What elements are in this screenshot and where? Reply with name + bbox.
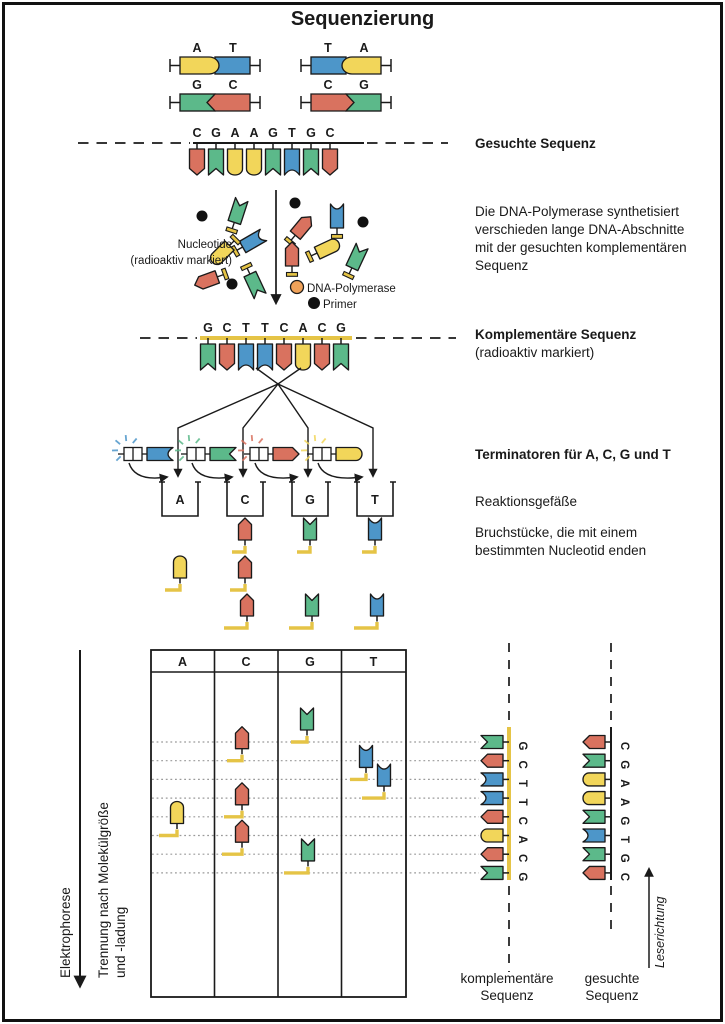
gel-band-G — [291, 708, 314, 742]
base-letter: G — [336, 321, 346, 335]
readout-letter: G — [516, 872, 528, 882]
nucleotide-C — [236, 820, 249, 842]
base-letter: C — [325, 126, 335, 140]
nucleotide-A — [247, 149, 262, 175]
nucleotide-T — [239, 229, 266, 252]
nucleotide-C — [277, 344, 292, 370]
fragments-label: Bruchstücke, die mit einem bestimmten Nucleotid enden — [475, 525, 647, 558]
base-letter: G — [268, 126, 278, 140]
terminator-C — [238, 435, 299, 478]
nucleotide-G — [334, 344, 349, 370]
floating-nucleotide — [225, 198, 248, 235]
readout-letter: A — [516, 835, 528, 844]
nucleotide-C — [241, 594, 254, 616]
nucleotide-C — [481, 754, 503, 767]
primer-tail — [224, 811, 242, 817]
readout-letter: C — [618, 741, 630, 751]
nucleotide-T — [481, 773, 503, 786]
base-letter: A — [249, 126, 259, 140]
nucleotide-C — [236, 727, 249, 749]
nucleotide-A — [171, 802, 184, 824]
description-line: Die DNA-Polymerase synthetisiert — [475, 204, 680, 219]
gel-band-G — [284, 839, 315, 873]
vessel-letter: T — [371, 493, 379, 507]
primer-tail — [159, 830, 177, 836]
primer-dot — [358, 217, 369, 228]
base-letter: C — [279, 321, 289, 335]
separation-label: Trennung nach Molekülgröße — [96, 802, 111, 978]
primer-tail — [350, 773, 366, 779]
description-line: verschieden lange DNA-Abschnitte — [475, 222, 685, 237]
nucleotide-C — [220, 344, 235, 370]
gel-band-T — [350, 745, 373, 779]
reaction-vessel-T — [354, 482, 396, 516]
floating-nucleotide — [284, 213, 316, 248]
vessel-letter: A — [175, 493, 185, 507]
fragment-row — [224, 594, 384, 628]
sparkle-ray — [259, 439, 263, 444]
polymerase-icon — [291, 281, 304, 294]
nucleotide-G — [481, 736, 503, 749]
nucleotide-stem — [217, 275, 224, 277]
radioactive-marker — [332, 235, 343, 239]
vessel-letter: C — [240, 493, 250, 507]
gel-band-C — [227, 727, 249, 761]
readout-searched-label: gesuchte Sequenz — [584, 971, 640, 1003]
nucleotide-T — [331, 204, 344, 228]
primer-icon — [308, 297, 320, 309]
nucleotide-G — [304, 518, 317, 540]
nucleotide-A — [583, 792, 605, 805]
nucleotide-G — [266, 149, 281, 175]
primer-dot — [227, 279, 238, 290]
nucleotide-A — [228, 149, 243, 175]
direction-label: Leserichtung — [653, 896, 667, 968]
description-line: Sequenz — [475, 258, 529, 273]
nucleotide-G — [302, 839, 315, 861]
primer-tail — [289, 622, 312, 628]
base-letter: T — [229, 41, 237, 55]
nucleotide-T — [147, 448, 173, 461]
complementary-sequence-row — [140, 321, 456, 370]
radioactive-marker — [305, 251, 313, 263]
nucleotide-C — [239, 556, 252, 578]
nucleotide-A — [342, 57, 381, 74]
primer-tail — [297, 546, 310, 552]
base-letter: A — [359, 41, 369, 55]
electrophoresis-label: Elektrophorese — [58, 887, 73, 978]
gel-band-C — [224, 783, 249, 817]
sparkle-ray — [242, 440, 247, 444]
reading-direction — [649, 869, 667, 968]
floating-nucleotide — [342, 243, 368, 280]
nucleotide-C — [311, 94, 354, 111]
nucleotide-T — [239, 344, 254, 370]
floating-nucleotide — [305, 237, 342, 263]
vessel-letter: G — [305, 493, 315, 507]
readout-letter: C — [516, 760, 528, 769]
primer-tail — [284, 867, 308, 873]
terminator-T — [112, 435, 173, 478]
nucleotide-A — [336, 448, 362, 461]
base-letter: T — [242, 321, 250, 335]
nucleotide-G — [306, 594, 319, 616]
nucleotide-G — [346, 243, 368, 270]
nucleotide-C — [286, 242, 299, 266]
radioactive-marker — [287, 273, 298, 277]
nucleotide-C — [193, 271, 220, 291]
readout-letter: T — [516, 779, 528, 787]
sparkle-ray — [126, 435, 127, 441]
gel-lane-letter: G — [305, 655, 315, 669]
nucleotide-stem — [349, 268, 352, 274]
polymerase-description — [475, 203, 687, 275]
floating-nucleotide — [240, 262, 266, 299]
sparkle-ray — [133, 439, 137, 444]
complementary-sequence-label: Komplementäre Sequenz (radioaktiv markiert) — [475, 327, 637, 360]
gel-band-A — [159, 802, 184, 836]
reaction-vessel-A — [159, 482, 201, 516]
primer-tail — [362, 546, 375, 552]
fragment-row — [165, 556, 252, 590]
readout-letter: T — [618, 835, 630, 844]
readout-letter: A — [618, 779, 630, 788]
nucleotide-T — [360, 745, 373, 767]
base-letter: T — [261, 321, 269, 335]
gel-lane-letter: T — [369, 655, 378, 669]
base-letter: T — [288, 126, 296, 140]
fan-arrow — [178, 384, 278, 476]
primer-tail — [224, 622, 247, 628]
nucleotide-C — [481, 810, 503, 823]
nucleotide-T — [481, 792, 503, 805]
primer-tail — [227, 755, 242, 761]
nucleotide-T — [371, 594, 384, 616]
nucleotide-T — [215, 57, 250, 74]
nucleotide-T — [378, 764, 391, 786]
nucleotide-G — [583, 848, 605, 861]
nucleotide-G — [583, 810, 605, 823]
nucleotide-G — [304, 149, 319, 175]
nucleotide-C — [315, 344, 330, 370]
readout-letter: G — [618, 816, 630, 826]
readout-letter: G — [618, 853, 630, 863]
nucleotide-G — [209, 149, 224, 175]
readout-complementary-label: komplementäre Sequenz — [460, 971, 554, 1003]
base-letter: G — [359, 78, 369, 92]
floating-nucleotide — [193, 267, 230, 291]
nucleotide-G — [301, 708, 314, 730]
nucleotide-stem — [291, 235, 295, 240]
primer-dot — [197, 211, 208, 222]
nucleotide-A — [174, 556, 187, 578]
base-letter: A — [298, 321, 308, 335]
nucleotide-T — [583, 829, 605, 842]
base-letter: T — [324, 41, 332, 55]
primer-tail — [354, 622, 377, 628]
readout-searched — [583, 643, 630, 934]
base-letter: A — [192, 41, 202, 55]
nucleotide-G — [210, 448, 236, 461]
nucleotide-T — [369, 518, 382, 540]
base-letter: C — [222, 321, 232, 335]
sparkle-ray — [116, 456, 120, 460]
primer-dot — [290, 198, 301, 209]
nucleotide-stem — [247, 268, 250, 274]
transfer-arrow — [192, 463, 232, 478]
nucleotide-C — [323, 149, 338, 175]
primer-tail — [291, 736, 307, 742]
nucleotide-C — [190, 149, 205, 175]
sparkle-ray — [196, 439, 200, 444]
base-letter: C — [192, 126, 202, 140]
nucleotide-G — [244, 271, 266, 298]
base-letter: C — [228, 78, 238, 92]
readout-letter: G — [618, 760, 630, 770]
nucleotide-C — [583, 736, 605, 749]
primer-tail — [165, 584, 180, 590]
readout-complementary — [481, 643, 528, 972]
nucleotide-A — [583, 773, 605, 786]
nucleotide-stem — [232, 222, 234, 229]
base-letter: G — [192, 78, 202, 92]
primer-tail — [362, 792, 384, 798]
nucleotide-G — [228, 198, 248, 225]
base-pair-block — [170, 41, 260, 74]
nucleotide-T — [285, 149, 300, 175]
sparkle-ray — [189, 435, 190, 441]
nucleotide-A — [296, 344, 311, 370]
base-pair-block — [301, 78, 391, 111]
base-letter: C — [317, 321, 327, 335]
nucleotide-T — [311, 57, 346, 74]
nucleotide-A — [481, 829, 503, 842]
legend-polymerase-label: DNA-Polymerase — [307, 283, 396, 295]
radioactive-marker — [241, 262, 253, 270]
primer-tail — [222, 848, 242, 854]
gel-box — [58, 650, 479, 997]
readout-letter: G — [516, 741, 528, 751]
primer-tail — [230, 584, 245, 590]
searched-sequence-row — [78, 126, 448, 175]
description-line: mit der gesuchten komplementären — [475, 240, 687, 255]
gel-band-C — [222, 820, 249, 854]
nucleotide-G — [583, 754, 605, 767]
fan-arrow — [278, 384, 373, 476]
nucleotide-stem — [311, 253, 317, 256]
sparkle-ray — [252, 435, 253, 441]
floating-nucleotide — [331, 204, 344, 238]
transfer-arrow — [255, 463, 297, 478]
legend-primer-label: Primer — [323, 299, 357, 311]
transfer-arrow — [318, 463, 362, 478]
nucleotide-C — [239, 518, 252, 540]
radioactive-marker — [226, 227, 238, 234]
base-letter: C — [323, 78, 333, 92]
base-pair-block — [170, 78, 260, 111]
readout-letter: A — [618, 797, 630, 807]
sparkle-ray — [322, 439, 326, 444]
primer-tail — [232, 546, 245, 552]
nucleotide-C — [273, 448, 299, 461]
nucleotide-C — [236, 783, 249, 805]
nucleotide-A — [180, 57, 219, 74]
floating-nucleotide — [286, 242, 299, 276]
readout-letter: T — [516, 798, 528, 806]
nucleotide-stem — [237, 247, 243, 251]
radioactive-marker — [222, 268, 229, 280]
nucleotide-C — [290, 213, 315, 240]
base-pair-block — [301, 41, 391, 74]
readout-letter: C — [516, 854, 528, 863]
sparkle-ray — [315, 435, 316, 441]
reaction-vessel-G — [289, 482, 331, 516]
sparkle-ray — [116, 440, 121, 444]
figure-title: Sequenzierung — [290, 8, 435, 30]
gel-lane-letter: C — [241, 655, 251, 669]
readout-letter: C — [516, 816, 528, 825]
terminator-A — [301, 435, 362, 478]
terminators-label: Terminatoren für A, C, G und T — [475, 447, 671, 462]
readout-letter: C — [618, 872, 630, 882]
nucleotide-G — [481, 866, 503, 879]
gel-lane-letter: A — [177, 655, 188, 669]
nucleotide-C — [207, 94, 250, 111]
nucleotide-C — [583, 866, 605, 879]
nucleotide-C — [481, 848, 503, 861]
terminator-G — [175, 435, 236, 478]
sparkle-ray — [179, 456, 183, 460]
base-letter: G — [203, 321, 213, 335]
separation-label: und -ladung — [113, 906, 128, 978]
reaction-vessel-C — [224, 482, 266, 516]
base-letter: G — [306, 126, 316, 140]
nucleotide-label: Nucleotide (radioaktiv markiert) — [130, 239, 232, 267]
vessels-label: Reaktionsgefäße — [475, 494, 578, 509]
transfer-arrow — [129, 463, 167, 478]
nucleotide-T — [258, 344, 273, 370]
base-letter: A — [230, 126, 240, 140]
sparkle-ray — [179, 440, 184, 444]
nucleotide-G — [201, 344, 216, 370]
nucleotide-A — [314, 237, 341, 259]
base-letter: G — [211, 126, 221, 140]
radioactive-marker — [343, 271, 355, 279]
fan-arrow — [278, 384, 308, 476]
searched-sequence-label: Gesuchte Sequenz — [475, 136, 596, 151]
fragment-row — [232, 518, 382, 552]
